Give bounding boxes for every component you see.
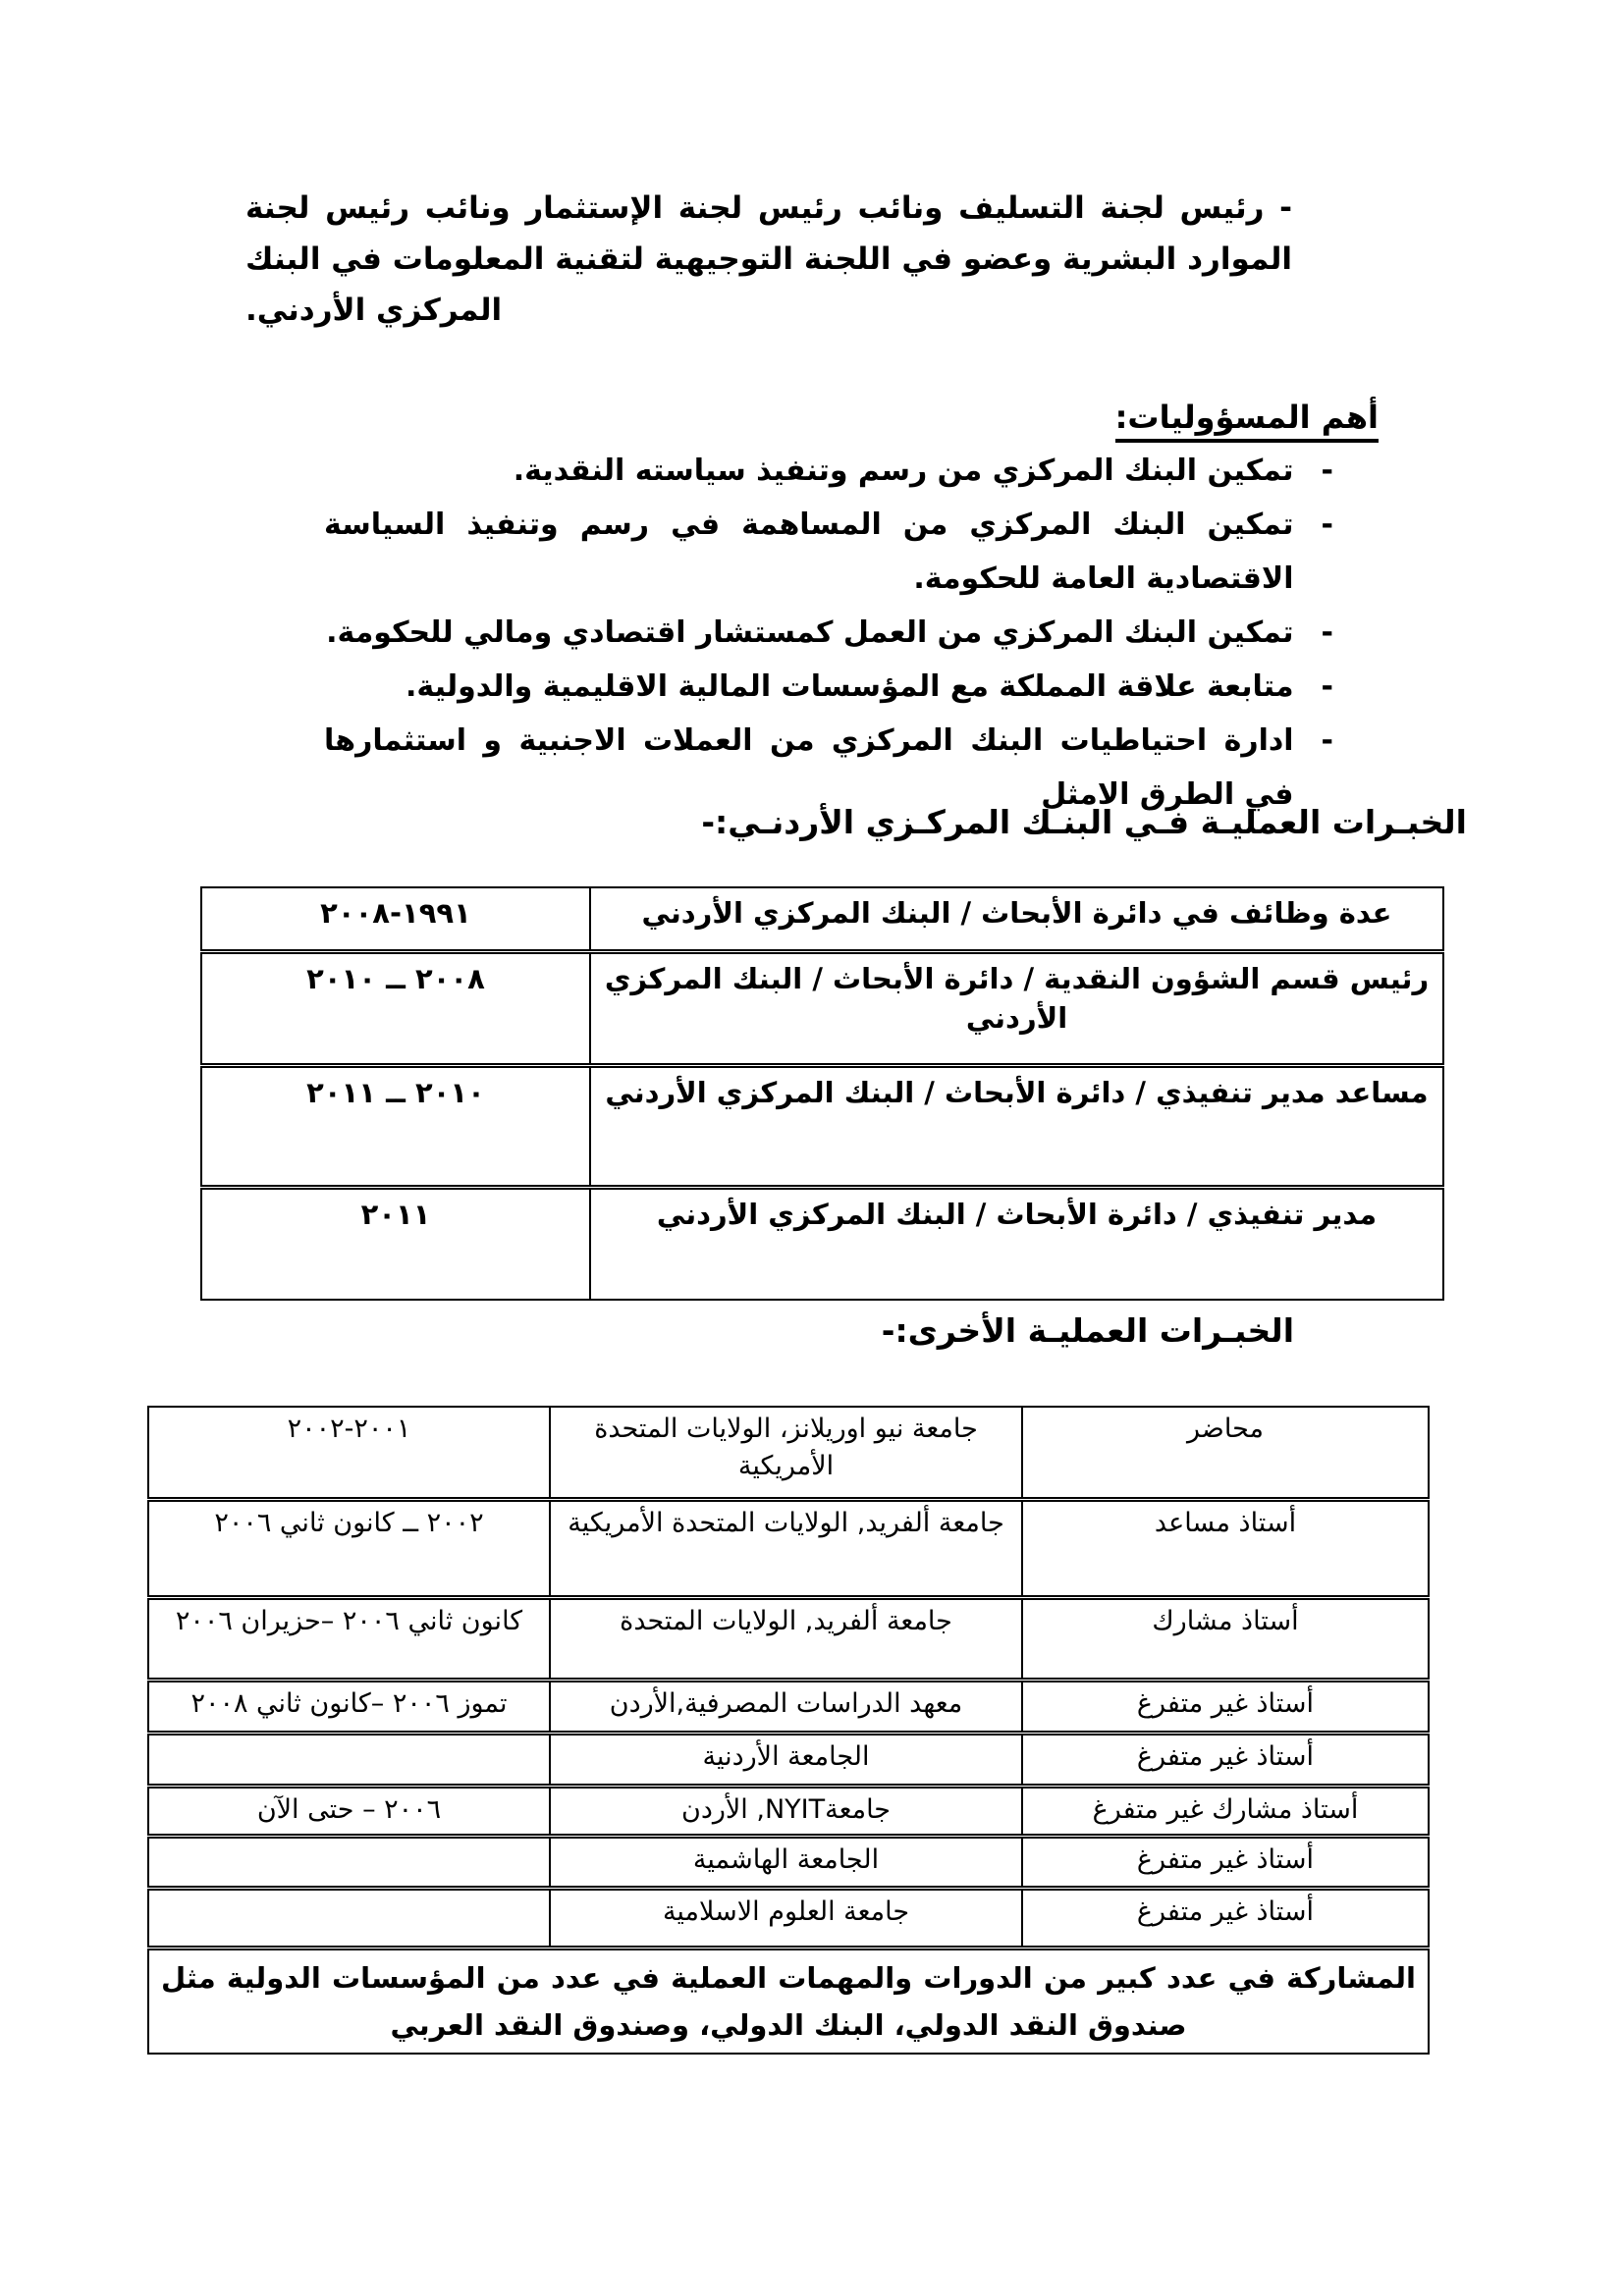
institution-cell: جامعة ألفريد, الولايات المتحدة الأمريكية	[550, 1500, 1022, 1598]
table-row	[148, 1889, 1429, 1949]
position-cell: عدة وظائف في دائرة الأبحاث / البنك المركزي الأردني	[590, 887, 1443, 952]
responsibility-text: ادارة احتياطيات البنك المركزي من العملات الاجنبية و استثمارها في الطرق الامثل	[324, 723, 1294, 812]
institution-cell: معهد الدراسات المصرفية,الأردن	[550, 1681, 1022, 1734]
period-cell	[148, 1837, 550, 1889]
period-cell	[148, 1889, 550, 1949]
responsibility-text: تمكين البنك المركزي من رسم وتنفيذ سياسته النقدية.	[513, 454, 1294, 488]
participation-note-cell: المشاركة في عدد كبير من الدورات والمهمات العملية في عدد من المؤسسات الدولية مثل صندوق النقد الدولي، البنك الدولي، وصندوق النقد العربي	[148, 1949, 1429, 2055]
period-cell	[148, 1734, 550, 1787]
bullet-dash: -	[1321, 669, 1333, 704]
list-item	[324, 498, 1333, 606]
position-cell: مدير تنفيذي / دائرة الأبحاث / البنك المركزي الأردني	[590, 1188, 1443, 1301]
institution-cell: جامعة العلوم الاسلامية	[550, 1889, 1022, 1949]
title-cell: أستاذ غير متفرغ	[1022, 1837, 1429, 1889]
period-cell: ٢٠٠٨ ــ ٢٠١٠	[201, 952, 590, 1066]
period-cell: كانون ثاني ٢٠٠٦ –حزيران ٢٠٠٦	[148, 1598, 550, 1681]
table-row	[148, 1681, 1429, 1734]
list-item	[324, 606, 1333, 660]
table-row	[201, 887, 1443, 952]
bullet-dash: -	[1321, 723, 1333, 758]
responsibility-text: تمكين البنك المركزي من المساهمة في رسم وتنفيذ السياسة الاقتصادية العامة للحكومة.	[324, 507, 1294, 596]
table-row	[148, 1598, 1429, 1681]
bullet-dash: -	[1321, 507, 1333, 542]
responsibility-text: تمكين البنك المركزي من العمل كمستشار اقتصادي ومالي للحكومة.	[326, 615, 1294, 650]
title-cell: أستاذ مشارك	[1022, 1598, 1429, 1681]
cbj-experience-heading: الخبـرات العمليـة فـي البنـك المركـزي الأردنـي:-	[701, 803, 1467, 841]
position-cell: مساعد مدير تنفيذي / دائرة الأبحاث / البنك المركزي الأردني	[590, 1066, 1443, 1188]
institution-cell: الجامعة الأردنية	[550, 1734, 1022, 1787]
table-row	[201, 1066, 1443, 1188]
table-row	[148, 1407, 1429, 1500]
period-cell: ٢٠١١	[201, 1188, 590, 1301]
table-row	[148, 1787, 1429, 1837]
responsibility-text: متابعة علاقة المملكة مع المؤسسات المالية الاقليمية والدولية.	[406, 669, 1294, 704]
institution-cell: جامعةNYIT, الأردن	[550, 1787, 1022, 1837]
period-cell: تموز ٢٠٠٦ –كانون ثاني ٢٠٠٨	[148, 1681, 550, 1734]
title-cell: أستاذ غير متفرغ	[1022, 1681, 1429, 1734]
title-cell: أستاذ غير متفرغ	[1022, 1889, 1429, 1949]
institution-cell: جامعة نيو اوريلانز، الولايات المتحدة الأمريكية	[550, 1407, 1022, 1500]
institution-cell: جامعة ألفريد, الولايات المتحدة	[550, 1598, 1022, 1681]
table-row	[201, 952, 1443, 1066]
responsibilities-list	[324, 444, 1333, 822]
table-row	[201, 1188, 1443, 1301]
period-cell: ١٩٩١-٢٠٠٨	[201, 887, 590, 952]
list-item	[324, 660, 1333, 714]
table-row	[148, 1734, 1429, 1787]
title-cell: أستاذ مساعد	[1022, 1500, 1429, 1598]
list-item	[324, 444, 1333, 498]
position-cell: رئيس قسم الشؤون النقدية / دائرة الأبحاث / البنك المركزي الأردني	[590, 952, 1443, 1066]
period-cell: ٢٠٠٢ ــ كانون ثاني ٢٠٠٦	[148, 1500, 550, 1598]
bullet-dash: -	[1321, 454, 1333, 488]
institution-cell: الجامعة الهاشمية	[550, 1837, 1022, 1889]
title-cell: أستاذ غير متفرغ	[1022, 1734, 1429, 1787]
table-row	[148, 1500, 1429, 1598]
bullet-dash: -	[1321, 615, 1333, 650]
period-cell: ٢٠٠١-٢٠٠٢	[148, 1407, 550, 1500]
responsibilities-heading-text: أهم المسؤوليات:	[1115, 399, 1379, 443]
title-cell: أستاذ مشارك غير متفرغ	[1022, 1787, 1429, 1837]
period-cell: ٢٠١٠ ــ ٢٠١١	[201, 1066, 590, 1188]
other-experience-heading: الخبـرات العمليـة الأخرى:-	[881, 1311, 1294, 1350]
other-experience-table	[147, 1406, 1430, 2055]
table-row	[148, 1949, 1429, 2055]
intro-paragraph: - رئيس لجنة التسليف ونائب رئيس لجنة الإستثمار ونائب رئيس لجنة الموارد البشرية وعضو في اللجنة التوجيهية لتقنية المعلومات في البنك المركزي الأردني.	[245, 190, 1292, 328]
title-cell: محاضر	[1022, 1407, 1429, 1500]
period-cell: ٢٠٠٦ – حتى الآن	[148, 1787, 550, 1837]
table-row	[148, 1837, 1429, 1889]
cbj-experience-table	[200, 886, 1444, 1301]
responsibilities-heading	[1115, 399, 1379, 443]
